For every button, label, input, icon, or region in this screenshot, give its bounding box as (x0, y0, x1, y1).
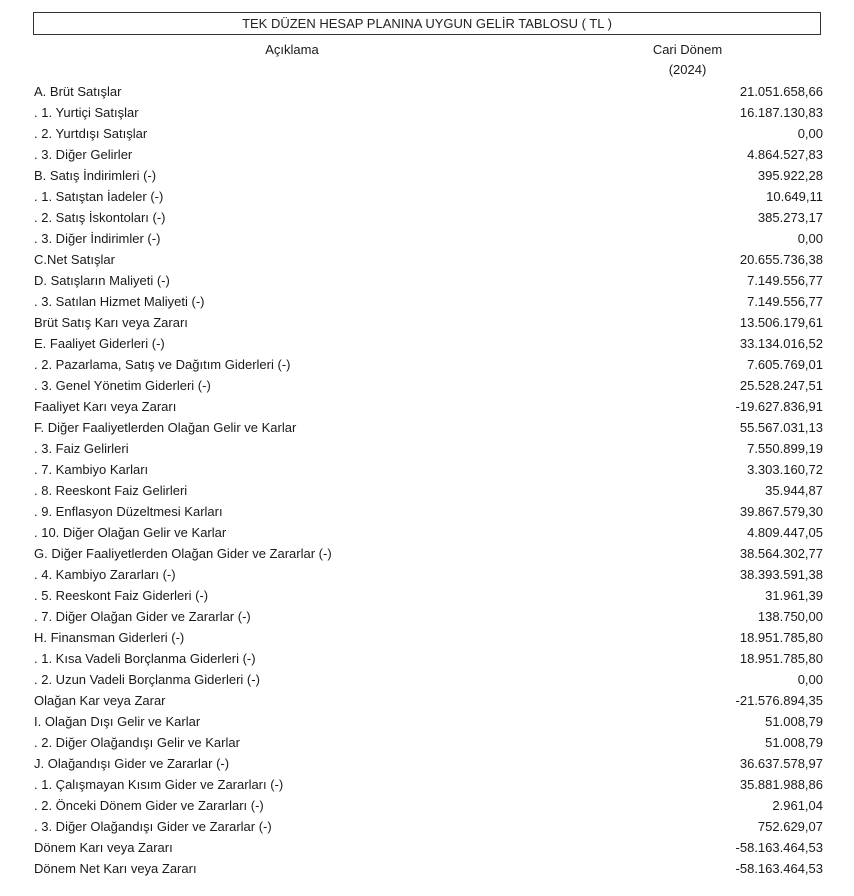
statement-row (33, 375, 823, 396)
row-label: G. Diğer Faaliyetlerden Olağan Gider ve Zararlar (-) (34, 546, 332, 561)
row-label: . 10. Diğer Olağan Gelir ve Karlar (34, 525, 227, 540)
statement-row (33, 102, 823, 123)
row-label: . 3. Diğer Gelirler (34, 147, 133, 162)
statement-row (33, 690, 823, 711)
row-value: 0,00 (797, 231, 823, 246)
row-label: B. Satış İndirimleri (-) (34, 168, 157, 183)
row-value: 38.393.591,38 (739, 567, 823, 582)
row-label: Olağan Kar veya Zarar (34, 693, 166, 708)
row-label: . 1. Satıştan İadeler (-) (34, 189, 164, 204)
statement-row (33, 291, 823, 312)
statement-row (33, 669, 823, 690)
statement-row (33, 501, 823, 522)
row-value: -21.576.894,35 (735, 693, 823, 708)
description-column-header: Açıklama (265, 42, 319, 57)
row-label: H. Finansman Giderleri (-) (34, 630, 185, 645)
statement-row (33, 816, 823, 837)
row-value: 51.008,79 (765, 735, 823, 750)
row-label: E. Faaliyet Giderleri (-) (34, 336, 165, 351)
row-value: 51.008,79 (765, 714, 823, 729)
row-label: . 9. Enflasyon Düzeltmesi Karları (34, 504, 223, 519)
statement-row (33, 627, 823, 648)
statement-row (33, 333, 823, 354)
statement-row (33, 564, 823, 585)
statement-row (33, 312, 823, 333)
row-label: Dönem Net Karı veya Zararı (34, 861, 197, 876)
row-label: . 2. Diğer Olağandışı Gelir ve Karlar (34, 735, 240, 750)
row-value: 31.961,39 (765, 588, 823, 603)
row-label: Dönem Karı veya Zararı (34, 840, 173, 855)
row-value: 18.951.785,80 (739, 630, 823, 645)
row-label: . 1. Çalışmayan Kısım Gider ve Zararları (-) (34, 777, 284, 792)
row-label: D. Satışların Maliyeti (-) (34, 273, 170, 288)
statement-row (33, 753, 823, 774)
row-value: 18.951.785,80 (739, 651, 823, 666)
statement-row (33, 438, 823, 459)
row-value: 25.528.247,51 (739, 378, 823, 393)
statement-row (33, 795, 823, 816)
row-value: 4.864.527,83 (747, 147, 823, 162)
row-label: . 7. Diğer Olağan Gider ve Zararlar (-) (34, 609, 251, 624)
row-value: 21.051.658,66 (739, 84, 823, 99)
row-value: -58.163.464,53 (735, 861, 823, 876)
statement-row (33, 711, 823, 732)
row-label: . 2. Uzun Vadeli Borçlanma Giderleri (-) (34, 672, 260, 687)
row-label: Brüt Satış Karı veya Zararı (34, 315, 188, 330)
statement-row (33, 81, 823, 102)
row-value: 7.149.556,77 (747, 273, 823, 288)
row-value: 39.867.579,30 (739, 504, 823, 519)
statement-row (33, 123, 823, 144)
row-value: 38.564.302,77 (739, 546, 823, 561)
row-label: . 3. Genel Yönetim Giderleri (-) (34, 378, 211, 393)
statement-row (33, 585, 823, 606)
row-label: F. Diğer Faaliyetlerden Olağan Gelir ve Karlar (34, 420, 297, 435)
row-value: 3.303.160,72 (747, 462, 823, 477)
row-value: 7.605.769,01 (747, 357, 823, 372)
row-label: Faaliyet Karı veya Zararı (34, 399, 177, 414)
row-label: . 1. Yurtiçi Satışlar (34, 105, 139, 120)
statement-row (33, 732, 823, 753)
statement-row (33, 837, 823, 858)
row-label: . 8. Reeskont Faiz Gelirleri (34, 483, 188, 498)
row-value: 138.750,00 (757, 609, 823, 624)
statement-row (33, 354, 823, 375)
statement-row (33, 207, 823, 228)
income-statement-rows (33, 81, 823, 879)
row-value: 16.187.130,83 (739, 105, 823, 120)
statement-row (33, 186, 823, 207)
row-value: 0,00 (797, 672, 823, 687)
statement-row (33, 270, 823, 291)
current-period-year: (2024) (668, 62, 707, 77)
row-value: 395.922,28 (757, 168, 823, 183)
row-value: 36.637.578,97 (739, 756, 823, 771)
row-value: -58.163.464,53 (735, 840, 823, 855)
statement-row (33, 480, 823, 501)
statement-row (33, 648, 823, 669)
row-label: . 3. Diğer İndirimler (-) (34, 231, 161, 246)
row-label: . 1. Kısa Vadeli Borçlanma Giderleri (-) (34, 651, 256, 666)
current-period-column-header: Cari Dönem (652, 42, 723, 57)
statement-row (33, 228, 823, 249)
statement-title: TEK DÜZEN HESAP PLANINA UYGUN GELİR TABLOSU ( TL ) (33, 12, 821, 35)
row-value: 33.134.016,52 (739, 336, 823, 351)
statement-row (33, 774, 823, 795)
row-label: . 3. Satılan Hizmet Maliyeti (-) (34, 294, 205, 309)
row-value: 4.809.447,05 (747, 525, 823, 540)
row-label: . 2. Önceki Dönem Gider ve Zararları (-) (34, 798, 264, 813)
row-label: . 5. Reeskont Faiz Giderleri (-) (34, 588, 209, 603)
row-label: I. Olağan Dışı Gelir ve Karlar (34, 714, 201, 729)
row-label: . 4. Kambiyo Zararları (-) (34, 567, 176, 582)
row-label: . 2. Yurtdışı Satışlar (34, 126, 148, 141)
row-label: C.Net Satışlar (34, 252, 115, 267)
statement-row (33, 144, 823, 165)
row-label: . 3. Diğer Olağandışı Gider ve Zararlar (-) (34, 819, 272, 834)
row-value: 0,00 (797, 126, 823, 141)
row-value: 35.881.988,86 (739, 777, 823, 792)
statement-row (33, 858, 823, 879)
row-value: 35.944,87 (765, 483, 823, 498)
row-value: 2.961,04 (772, 798, 823, 813)
row-value: 13.506.179,61 (739, 315, 823, 330)
statement-row (33, 543, 823, 564)
statement-row (33, 459, 823, 480)
row-label: . 7. Kambiyo Karları (34, 462, 149, 477)
row-label: J. Olağandışı Gider ve Zararlar (-) (34, 756, 230, 771)
row-label: . 3. Faiz Gelirleri (34, 441, 129, 456)
row-value: 7.550.899,19 (747, 441, 823, 456)
row-value: 55.567.031,13 (739, 420, 823, 435)
statement-row (33, 249, 823, 270)
statement-row (33, 606, 823, 627)
row-value: 752.629,07 (757, 819, 823, 834)
row-label: . 2. Satış İskontoları (-) (34, 210, 166, 225)
row-value: 7.149.556,77 (747, 294, 823, 309)
statement-row (33, 165, 823, 186)
row-label: A. Brüt Satışlar (34, 84, 122, 99)
row-value: -19.627.836,91 (735, 399, 823, 414)
row-label: . 2. Pazarlama, Satış ve Dağıtım Giderleri (-) (34, 357, 291, 372)
row-value: 20.655.736,38 (739, 252, 823, 267)
statement-row (33, 396, 823, 417)
row-value: 385.273,17 (757, 210, 823, 225)
row-value: 10.649,11 (766, 189, 823, 204)
statement-row (33, 417, 823, 438)
statement-row (33, 522, 823, 543)
